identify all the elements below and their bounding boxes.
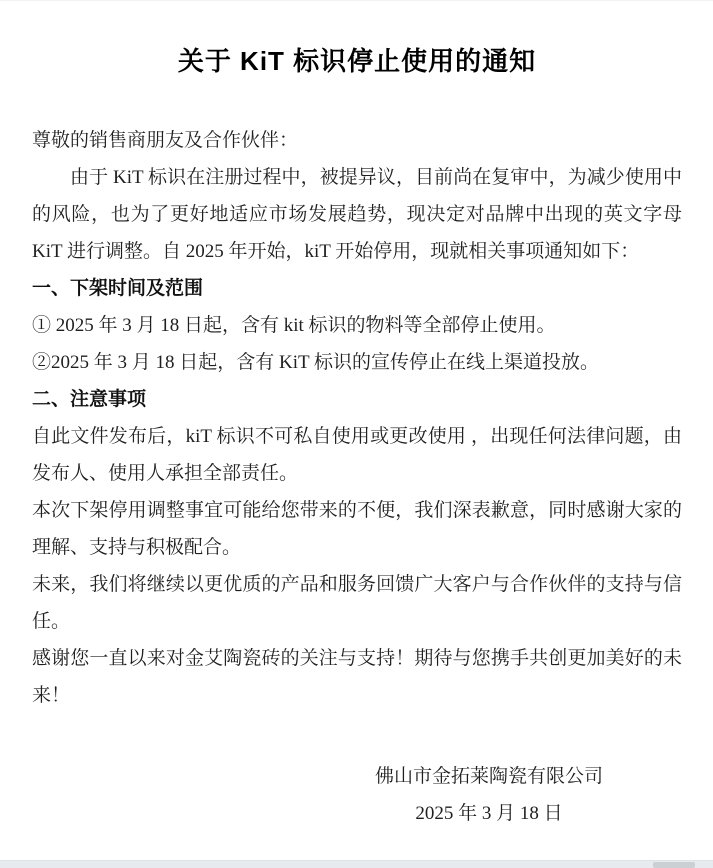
intro-paragraph: 由于 KiT 标识在注册过程中，被提异议，目前尚在复审中，为减少使用中的风险，也为了更好地适应市场发展趋势，现决定对品牌中出现的英文字母 KiT 进行调整。自 2025 年开始，kiT 开始停用，现就相关事项通知如下： bbox=[32, 167, 682, 262]
section1-item-2: ②2025 年 3 月 18 日起，含有 KiT 标识的宣传停止在线上渠道投放。 bbox=[32, 352, 600, 373]
horizontal-scrollbar[interactable] bbox=[0, 860, 713, 868]
closing-block bbox=[324, 758, 654, 832]
date-line: 2025 年 3 月 18 日 bbox=[415, 803, 563, 824]
section1-item-1: ① 2025 年 3 月 18 日起，含有 kit 标识的物料等全部停止使用。 bbox=[32, 315, 556, 336]
section2-paragraph-3: 未来，我们将继续以更优质的产品和服务回馈广大客户与合作伙伴的支持与信任。 bbox=[32, 574, 682, 632]
section2-heading: 二、注意事项 bbox=[32, 389, 147, 410]
greeting-line: 尊敬的销售商朋友及合作伙伴： bbox=[32, 130, 299, 151]
section1-heading: 一、下架时间及范围 bbox=[32, 278, 204, 299]
signature-line: 佛山市金拓莱陶瓷有限公司 bbox=[374, 766, 603, 787]
document-content bbox=[0, 1, 713, 832]
section2-paragraph-2: 本次下架停用调整事宜可能给您带来的不便，我们深表歉意，同时感谢大家的理解、支持与积极配合。 bbox=[32, 500, 682, 558]
document-title: 关于 KiT 标识停止使用的通知 bbox=[177, 46, 537, 76]
section2-paragraph-1: 自此文件发布后，kiT 标识不可私自使用或更改使用 ，出现任何法律问题，由发布人、使用人承担全部责任。 bbox=[32, 426, 682, 484]
scrollbar-thumb[interactable] bbox=[653, 862, 695, 868]
section2-paragraph-4: 感谢您一直以来对金艾陶瓷砖的关注与支持！期待与您携手共创更加美好的未来！ bbox=[32, 648, 682, 706]
